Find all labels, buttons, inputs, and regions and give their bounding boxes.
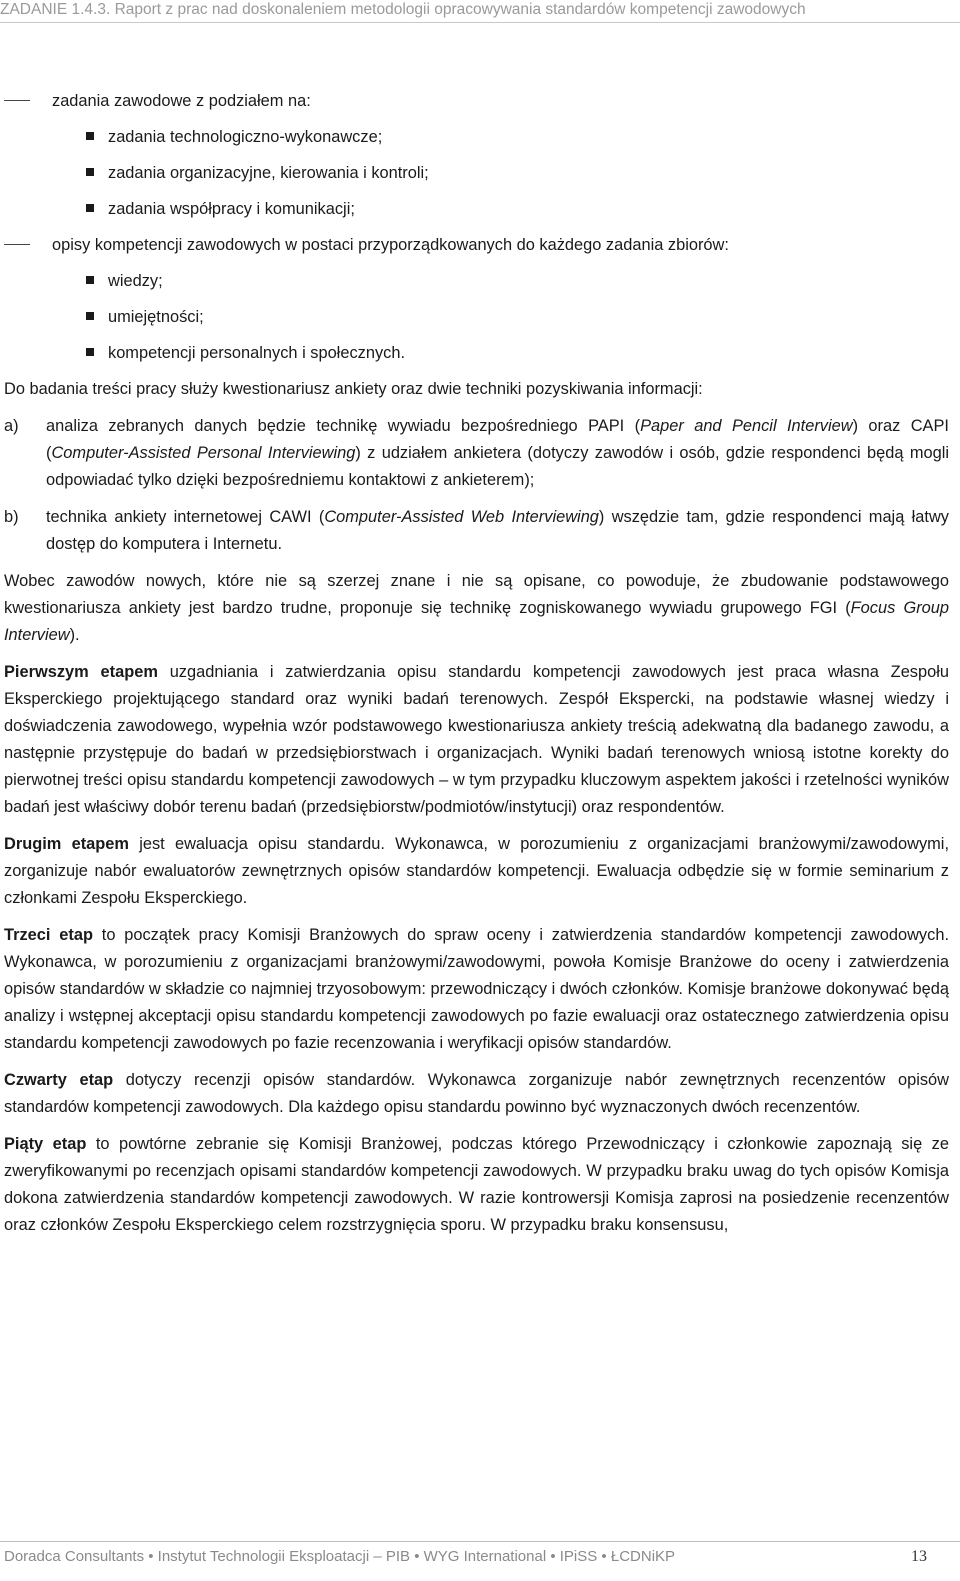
list2-subitems (4, 268, 949, 366)
item-label: b) (4, 508, 19, 526)
page-number: 13 (911, 1548, 927, 1565)
list1-intro: zadania zawodowe z podziałem na: (4, 88, 949, 114)
intro-paragraph: Do badania treści pracy służy kwestionariusz ankiety oraz dwie techniki pozyskiwania informacji: (4, 380, 703, 398)
list-item: kompetencji personalnych i społecznych. (4, 340, 949, 366)
text-run: to powtórne zebranie się Komisji Branżowej, podczas którego Przewodniczący i członkowie zapoznają się ze zweryfikowanymi po recenzjach opisami standardów kompetencji zawodowych. W przypadku braku uwag do tych opisów Komisja dokona zatwierdzenia standardów kompetencji zawodowych. W razie kontrowersji Komisja zaprosi na posiedzenie recenzentów oraz członków Zespołu Eksperckiego celem rozstrzygnięcia sporu. W przypadku braku konsensusu, (4, 1135, 949, 1234)
footer-rule (0, 1541, 960, 1542)
footer-credits: Doradca Consultants • Instytut Technologii Eksploatacji – PIB • WYG International • IPiSS • ŁCDNiKP (4, 1548, 676, 1565)
list-item-a (4, 413, 949, 494)
text-run: technika ankiety internetowej CAWI ( (46, 508, 325, 526)
list-item-b (4, 504, 949, 558)
text-run: dotyczy recenzji opisów standardów. Wykonawca zorganizuje nabór zewnętrznych recenzentów opisów standardów kompetencji zawodowych. Dla każdego opisu standardu powinno być wyznaczonych dwóch recenzentów. (4, 1071, 949, 1116)
italic-term: Paper and Pencil Interview (640, 417, 853, 435)
item-label: a) (4, 417, 19, 435)
page-footer (4, 1546, 949, 1570)
stage-heading: Drugim etapem (4, 835, 129, 853)
page-body (4, 88, 949, 1249)
stage-heading: Czwarty etap (4, 1071, 114, 1089)
fgi-paragraph (4, 568, 949, 649)
stage3-paragraph (4, 922, 949, 1057)
list1-subitems (4, 124, 949, 222)
stage5-paragraph (4, 1131, 949, 1239)
text-run: Wobec zawodów nowych, które nie są szerzej znane i nie są opisane, co powoduje, że zbudowanie podstawowego kwestionariusza ankiety jest bardzo trudne, proponuje się technikę zogniskowanego wywiadu grupowego FGI ( (4, 572, 949, 617)
stage1-paragraph (4, 659, 949, 821)
stage-heading: Pierwszym etapem (4, 663, 158, 681)
stage-heading: Piąty etap (4, 1135, 87, 1153)
list-item: zadania współpracy i komunikacji; (4, 196, 949, 222)
italic-term: Computer-Assisted Personal Interviewing (51, 444, 356, 462)
text-run: ) z udziałem ankietera (dotyczy zawodów i osób, gdzie respondenci będą mogli odpowiadać tylko dzięki bezpośredniemu kontaktowi z ankieterem); (46, 444, 949, 489)
stage4-paragraph (4, 1067, 949, 1121)
text-run: uzgadniania i zatwierdzania opisu standardu kompetencji zawodowych jest praca własna Zespołu Eksperckiego projektującego standard oraz wyniki badań terenowych. Zespół Ekspercki, na podstawie własnej wiedzy i doświadczenia zawodowego, wypełnia wzór podstawowego kwestionariusza ankiety treścią adekwatną dla badanego zawodu, a następnie przystępuje do badań w przedsiębiorstwach i organizacjach. Wyniki badań terenowych wniosą istotne korekty do pierwotnej treści opisu standardu kompetencji zawodowych – w tym przypadku kluczowym aspektem jakości i rzetelności wyników badań jest właściwy dobór terenu badań (przedsiębiorstw/podmiotów/instytucji) oraz respondentów. (4, 663, 949, 816)
text-run: ) wszędzie tam, gdzie respondenci mają łatwy dostęp do komputera i Internetu. (46, 508, 949, 553)
italic-term: Focus Group Interview (4, 599, 950, 644)
text-run: ) oraz CAPI ( (46, 417, 949, 462)
list-item: wiedzy; (4, 268, 949, 294)
list-item: zadania organizacyjne, kierowania i kontroli; (4, 160, 949, 186)
stage-heading: Trzeci etap (4, 926, 93, 944)
running-header: ZADANIE 1.4.3. Raport z prac nad doskonaleniem metodologii opracowywania standardów kompetencji zawodowych (0, 1, 806, 18)
text-run: ). (69, 626, 80, 644)
list-item: zadania technologiczno-wykonawcze; (4, 124, 949, 150)
list-item: umiejętności; (4, 304, 949, 330)
header-rule (0, 22, 960, 23)
stage2-paragraph (4, 831, 949, 912)
text-run: to początek pracy Komisji Branżowych do spraw oceny i zatwierdzenia standardów kompetencji zawodowych. Wykonawca, w porozumieniu z organizacjami branżowymi/zawodowymi, powoła Komisje Branżowe do oceny i zatwierdzenia opisów standardów w składzie co najmniej trzyosobowym: przewodniczący i dwóch członków. Komisje branżowe dokonywać będą analizy i wstępnej akceptacji opisu standardu kompetencji zawodowych po fazie ewaluacji oraz ostatecznego zatwierdzenia opisu standardu kompetencji zawodowych po fazie recenzowania i weryfikacji opisów standardów. (4, 926, 949, 1052)
list2-intro: opisy kompetencji zawodowych w postaci przyporządkowanych do każdego zadania zbiorów: (4, 232, 949, 258)
text-run: jest ewaluacja opisu standardu. Wykonawca, w porozumieniu z organizacjami branżowymi/zawodowymi, zorganizuje nabór ewaluatorów zewnętrznych opisów standardów kompetencji. Ewaluacja odbędzie się w formie seminarium z członkami Zespołu Eksperckiego. (4, 835, 950, 907)
text-run: analiza zebranych danych będzie technikę wywiadu bezpośredniego PAPI ( (46, 417, 641, 435)
italic-term: Computer-Assisted Web Interviewing (324, 508, 599, 526)
